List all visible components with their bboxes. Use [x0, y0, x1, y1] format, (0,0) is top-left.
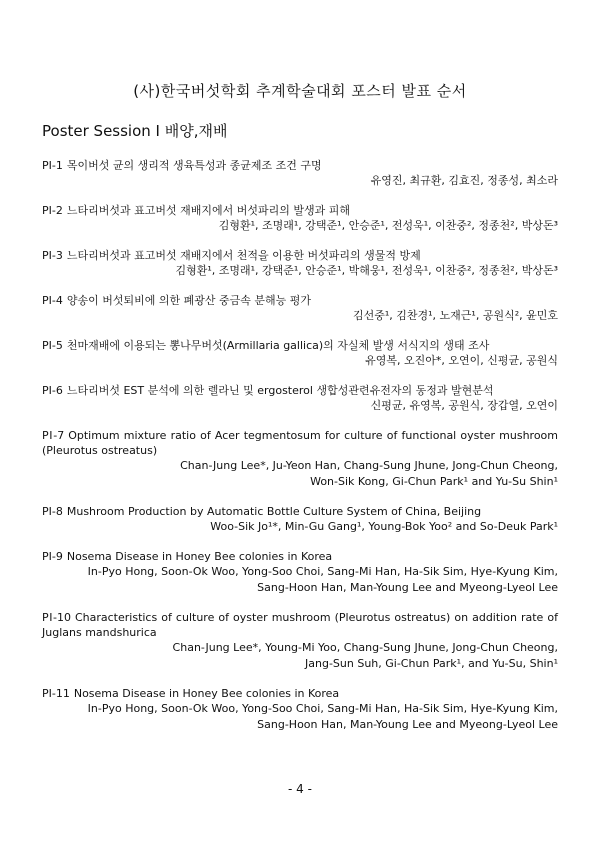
entry-authors: Woo-Sik Jo¹*, Min-Gu Gang¹, Young-Bok Yoo² and So-Deuk Park¹ — [210, 520, 558, 533]
entry-authors: Chan-Jung Lee*, Young-Mi Yoo, Chang-Sung Jhune, Jong-Chun Cheong, — [172, 641, 558, 654]
entry-title: PⅠ-2 느타리버섯과 표고버섯 재배지에서 버섯파리의 발생과 피해 — [42, 204, 350, 217]
list-item — [42, 203, 558, 234]
list-item — [42, 338, 558, 369]
entry-title: PⅠ-6 느타리버섯 EST 분석에 의한 렐라닌 및 ergosterol 생합성관련유전자의 동정과 발현분석 — [42, 384, 494, 397]
list-item — [42, 293, 558, 324]
entry-authors: In-Pyo Hong, Soon-Ok Woo, Yong-Soo Choi, Sang-Mi Han, Ha-Sik Sim, Hye-Kyung Kim, — [87, 565, 558, 578]
entry-authors: 유영진, 최규환, 김효진, 정종성, 최소라 — [370, 174, 558, 187]
entry-authors: 김형환¹, 조명래¹, 강택준¹, 안승준¹, 박해웅¹, 전성욱¹, 이찬중², 정종천², 박상돈³ — [175, 264, 558, 277]
page-title: (사)한국버섯학회 추계학술대회 포스터 발표 순서 — [133, 82, 467, 100]
entry-title: PⅠ-7 Optimum mixture ratio of Acer tegmentosum for culture of functional oyster mushroom (Pleurotus ostreatus) — [42, 429, 558, 457]
entry-title: PⅠ-3 느타리버섯과 표고버섯 재배지에서 천적을 이용한 버섯파리의 생물적 방제 — [42, 249, 421, 262]
entry-title: PⅠ-9 Nosema Disease in Honey Bee colonies in Korea — [42, 550, 333, 563]
entry-authors: In-Pyo Hong, Soon-Ok Woo, Yong-Soo Choi, Sang-Mi Han, Ha-Sik Sim, Hye-Kyung Kim, — [87, 702, 558, 715]
list-item — [42, 504, 558, 535]
list-item — [42, 549, 558, 596]
entry-authors: 김선중¹, 김찬경¹, 노재근¹, 공원식², 윤민호 — [352, 309, 558, 322]
session-title: Poster Session Ⅰ 배양,재배 — [42, 122, 228, 140]
entry-authors: 김형환¹, 조명래¹, 강택준¹, 안승준¹, 전성욱¹, 이찬중², 정종천², 박상돈³ — [218, 219, 558, 232]
entry-authors: Jang-Sun Suh, Gi-Chun Park¹, and Yu-Su, Shin¹ — [305, 657, 558, 670]
entry-authors: Sang-Hoon Han, Man-Young Lee and Myeong-Lyeol Lee — [257, 581, 558, 594]
list-item — [42, 428, 558, 490]
entry-authors: Sang-Hoon Han, Man-Young Lee and Myeong-Lyeol Lee — [257, 718, 558, 731]
entry-authors: Won-Sik Kong, Gi-Chun Park¹ and Yu-Su Shin¹ — [310, 475, 558, 488]
entry-title: PⅠ-11 Nosema Disease in Honey Bee colonies in Korea — [42, 687, 340, 700]
entry-title: PⅠ-8 Mushroom Production by Automatic Bottle Culture System of China, Beijing — [42, 505, 482, 518]
list-item — [42, 158, 558, 189]
entry-title: PⅠ-4 양송이 버섯퇴비에 의한 폐광산 중금속 분해능 평가 — [42, 294, 311, 307]
entry-authors: 신평균, 유영복, 공원식, 장갑열, 오연이 — [370, 399, 558, 412]
entry-title: PⅠ-5 천마재배에 이용되는 뽕나무버섯(Armillaria gallica)의 자실체 발생 서식지의 생태 조사 — [42, 339, 490, 352]
entry-list — [42, 158, 558, 747]
list-item — [42, 686, 558, 733]
list-item — [42, 383, 558, 414]
entry-authors: 유영복, 오진아*, 오연이, 신평균, 공원식 — [365, 354, 558, 367]
entry-title: PⅠ-1 목이버섯 균의 생리적 생육특성과 종균제조 조건 구명 — [42, 159, 322, 172]
list-item — [42, 610, 558, 672]
list-item — [42, 248, 558, 279]
entry-title: PⅠ-10 Characteristics of culture of oyster mushroom (Pleurotus ostreatus) on addition rate of Juglans mandshurica — [42, 611, 558, 639]
entry-authors: Chan-Jung Lee*, Ju-Yeon Han, Chang-Sung Jhune, Jong-Chun Cheong, — [180, 459, 558, 472]
page-number: - 4 - — [288, 782, 312, 796]
